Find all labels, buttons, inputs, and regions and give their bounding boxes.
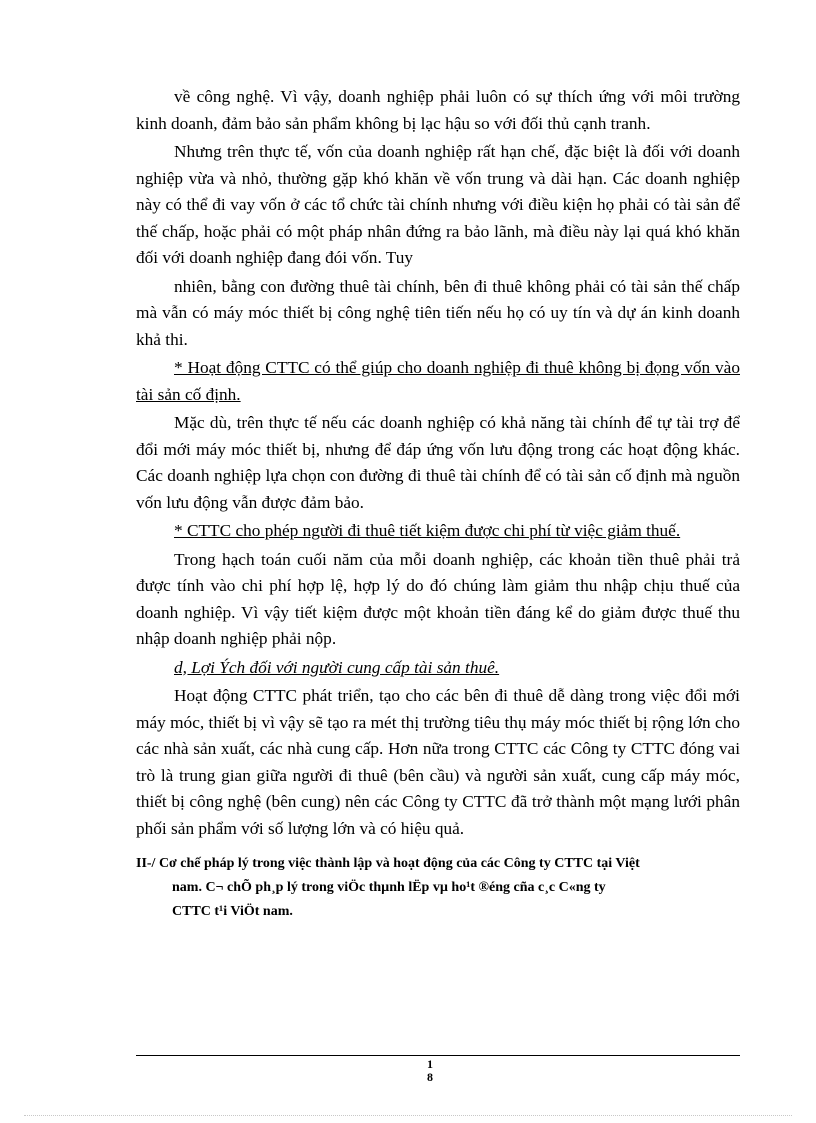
- page-number: [420, 1058, 440, 1084]
- section-heading-line-3: CTTC t¹i ViÖt nam.: [172, 904, 293, 919]
- paragraph-working-capital: Mặc dù, trên thực tế nếu các doanh nghiệp có khả năng tài chính để tự tài trợ để đổi mới máy móc thiết bị, nhưng để đáp ứng vốn lưu động trong các hoạt động khác. Các doanh nghiệp lựa chọn con đường đi thuê tài chính để có tài sản cố định mà nguồn vốn lưu động vẫn được đảm bảo.: [136, 413, 740, 512]
- page-body: [136, 84, 740, 924]
- paragraph-market-development: Hoạt động CTTC phát triển, tạo cho các bên đi thuê dễ dàng trong việc đổi mới máy móc, thiết bị vì vậy sẽ tạo ra mét thị trường tiêu thụ máy móc thiết bị rộng lớn cho các nhà sản xuất, các nhà cung cấp. Hơn nữa trong CTTC các Công ty CTTC đóng vai trò là trung gian giữa người đi thuê (bên cầu) và người sản xuất, cung cấp máy móc, thiết bị công nghệ (bên cung) nên các Công ty CTTC đã trở thành một mạng lưới phân phối sản phẩm với số lượng lớn và có hiệu quả.: [136, 686, 740, 838]
- section-heading-line-2: nam. C¬ chÕ ph¸p lý trong viÖc thµnh lËp vµ ho¹t ®éng cña c¸c C«ng ty: [172, 880, 606, 895]
- footer-divider: [136, 1055, 740, 1056]
- paragraph-technology: về công nghệ. Vì vậy, doanh nghiệp phải luôn có sự thích ứng với môi trường kinh doanh, đảm bảo sản phẩm không bị lạc hậu so với đối thủ cạnh tranh.: [136, 87, 740, 133]
- section-heading-line-1: II-/ Cơ chế pháp lý trong việc thành lập và hoạt động của các Công ty CTTC tại Việt: [136, 856, 640, 871]
- subheading-tax-savings: * CTTC cho phép người đi thuê tiết kiệm được chi phí từ việc giảm thuế.: [174, 521, 681, 540]
- paragraph-capital-limits: Nhưng trên thực tế, vốn của doanh nghiệp rất hạn chế, đặc biệt là đối với doanh nghiệp vừa và nhỏ, thường gặp khó khăn về vốn trung và dài hạn. Các doanh nghiệp này có thể đi vay vốn ở các tổ chức tài chính nhưng với điều kiện họ phải có tài sản để thế chấp, hoặc phải có một pháp nhân đứng ra bảo lãnh, mà điều này lại quá khó khăn đối với doanh nghiệp đang đói vốn. Tuy: [136, 142, 740, 267]
- section-heading: [136, 852, 740, 924]
- paragraph-leasing-path: nhiên, bằng con đường thuê tài chính, bên đi thuê không phải có tài sản thế chấp mà vẫn có máy móc thiết bị công nghệ tiên tiến nếu họ có uy tín và dự án kinh doanh khả thi.: [136, 276, 740, 349]
- subheading-fixed-assets: * Hoạt động CTTC có thể giúp cho doanh nghiệp đi thuê không bị đọng vốn vào tài sản cố định.: [136, 358, 740, 404]
- paragraph-tax-accounting: Trong hạch toán cuối năm của mỗi doanh nghiệp, các khoản tiền thuê phải trả được tính vào chi phí hợp lệ, hợp lý do đó chúng làm giảm thu nhập chịu thuế của doanh nghiệp. Vì vậy tiết kiệm được một khoản tiền đáng kể do giảm được thuế thu nhập doanh nghiệp phải nộp.: [136, 549, 740, 648]
- page-number-digit-2: 8: [427, 1070, 433, 1084]
- page-number-digit-1: 1: [427, 1057, 433, 1071]
- subheading-supplier-benefits: d, Lợi Ých đối với người cung cấp tài sản thuê.: [174, 657, 500, 677]
- page-bottom-edge: [24, 1115, 792, 1116]
